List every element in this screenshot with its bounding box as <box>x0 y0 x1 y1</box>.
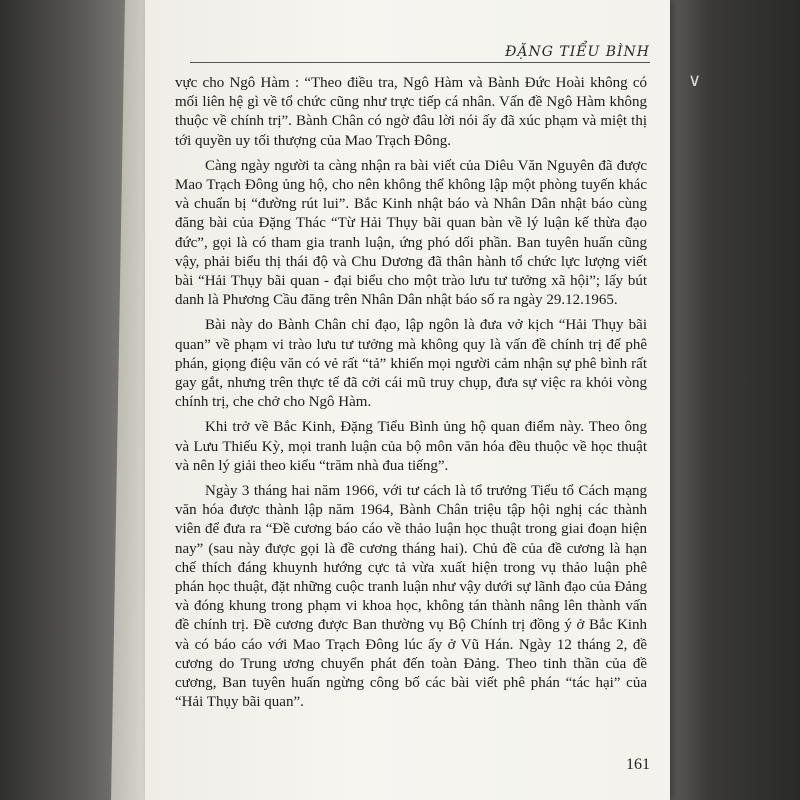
page-body <box>175 74 647 719</box>
background-right <box>650 0 800 800</box>
book-page <box>145 0 670 800</box>
paragraph: Ngày 3 tháng hai năm 1966, với tư cách là tổ trưởng Tiểu tổ Cách mạng văn hóa được thành lập năm 1964, Bành Chân triệu tập hội nghị các thành viên để đưa ra “Đề cương báo cáo về thảo luận học thuật trong giai đoạn hiện nay” (sau này được gọi là đề cương tháng hai). Chủ đề của đề cương là hạn chế thích đáng khuynh hướng cực tả vừa xuất hiện trong vụ thảo luận phê phán học thuật, đặt những cuộc tranh luận như vậy dưới sự lãnh đạo của Đảng và đóng khung trong phạm vi khoa học, không tán thành nâng lên thành vấn đề chính trị. Đề cương được Ban thường vụ Bộ Chính trị đồng ý ở Bắc Kinh và có báo cáo với Mao Trạch Đông lúc ấy ở Vũ Hán. Ngày 12 tháng 2, đề cương do Trung ương chuyển phát đến toàn Đảng. Theo tinh thần của đề cương, Ban tuyên huấn ngừng công bố các bài viết phê phán “tác hại” của “Hải Thụy bãi quan”. <box>175 483 647 711</box>
paragraph: vực cho Ngô Hàm : “Theo điều tra, Ngô Hàm và Bành Đức Hoài không có mối liên hệ gì về tổ chức cũng như trực tiếp cá nhân. Vấn đề Ngô Hàm không thuộc về chính trị”. Bành Chân có ngờ đâu lời nói ấy đã xúc phạm và miệt thị tới quyền uy tối thượng của Mao Trạch Đông. <box>175 75 647 149</box>
page-number: 161 <box>626 756 650 773</box>
chevron-down-icon: ∨ <box>688 70 702 91</box>
paragraph: Càng ngày người ta càng nhận ra bài viết của Diêu Văn Nguyên đã được Mao Trạch Đông ủng hộ, cho nên không thể không lập một phòng tuyến khác và chuẩn bị “đường rút lui”. Bắc Kinh nhật báo và Nhân Dân nhật báo cùng đăng bài của Đặng Thác “Từ Hải Thụy bãi quan bàn về lý luận kế thừa đạo đức”, gọi là có tham gia tranh luận, ứng phó dối phần. Ban tuyên huấn cũng vậy, phải biểu thị thái độ và Chu Dương đã thân hành tổ chức lực lượng viết bài “Hải Thụy bãi quan - đại biểu cho một trào lưu tư tưởng xã hội”; lấy bút danh là Phương Cầu đăng trên Nhân Dân nhật báo số ra ngày 29.12.1965. <box>175 157 647 309</box>
paragraph: Bài này do Bành Chân chỉ đạo, lập ngôn là đưa vở kịch “Hải Thụy bãi quan” về phạm vi trào lưu tư tưởng mà không quy là vấn đề chính trị để phê phán, giọng điệu văn có vẻ rất “tả” khiến mọi người cảm nhận sự phê bình rất gay gắt, nhưng trên thực tế đã cởi cái mũ truy chụp, đưa sự việc ra khỏi vòng chính trị, che chở cho Ngô Hàm. <box>175 317 647 411</box>
running-header: ĐẶNG TIỂU BÌNH <box>190 44 650 63</box>
paragraph: Khi trở về Bắc Kinh, Đặng Tiểu Bình ủng hộ quan điểm này. Theo ông và Lưu Thiếu Kỳ, mọi tranh luận của bộ môn văn hóa đều thuộc về học thuật và nên lý giải theo kiểu “trăm nhà đua tiếng”. <box>175 419 647 474</box>
